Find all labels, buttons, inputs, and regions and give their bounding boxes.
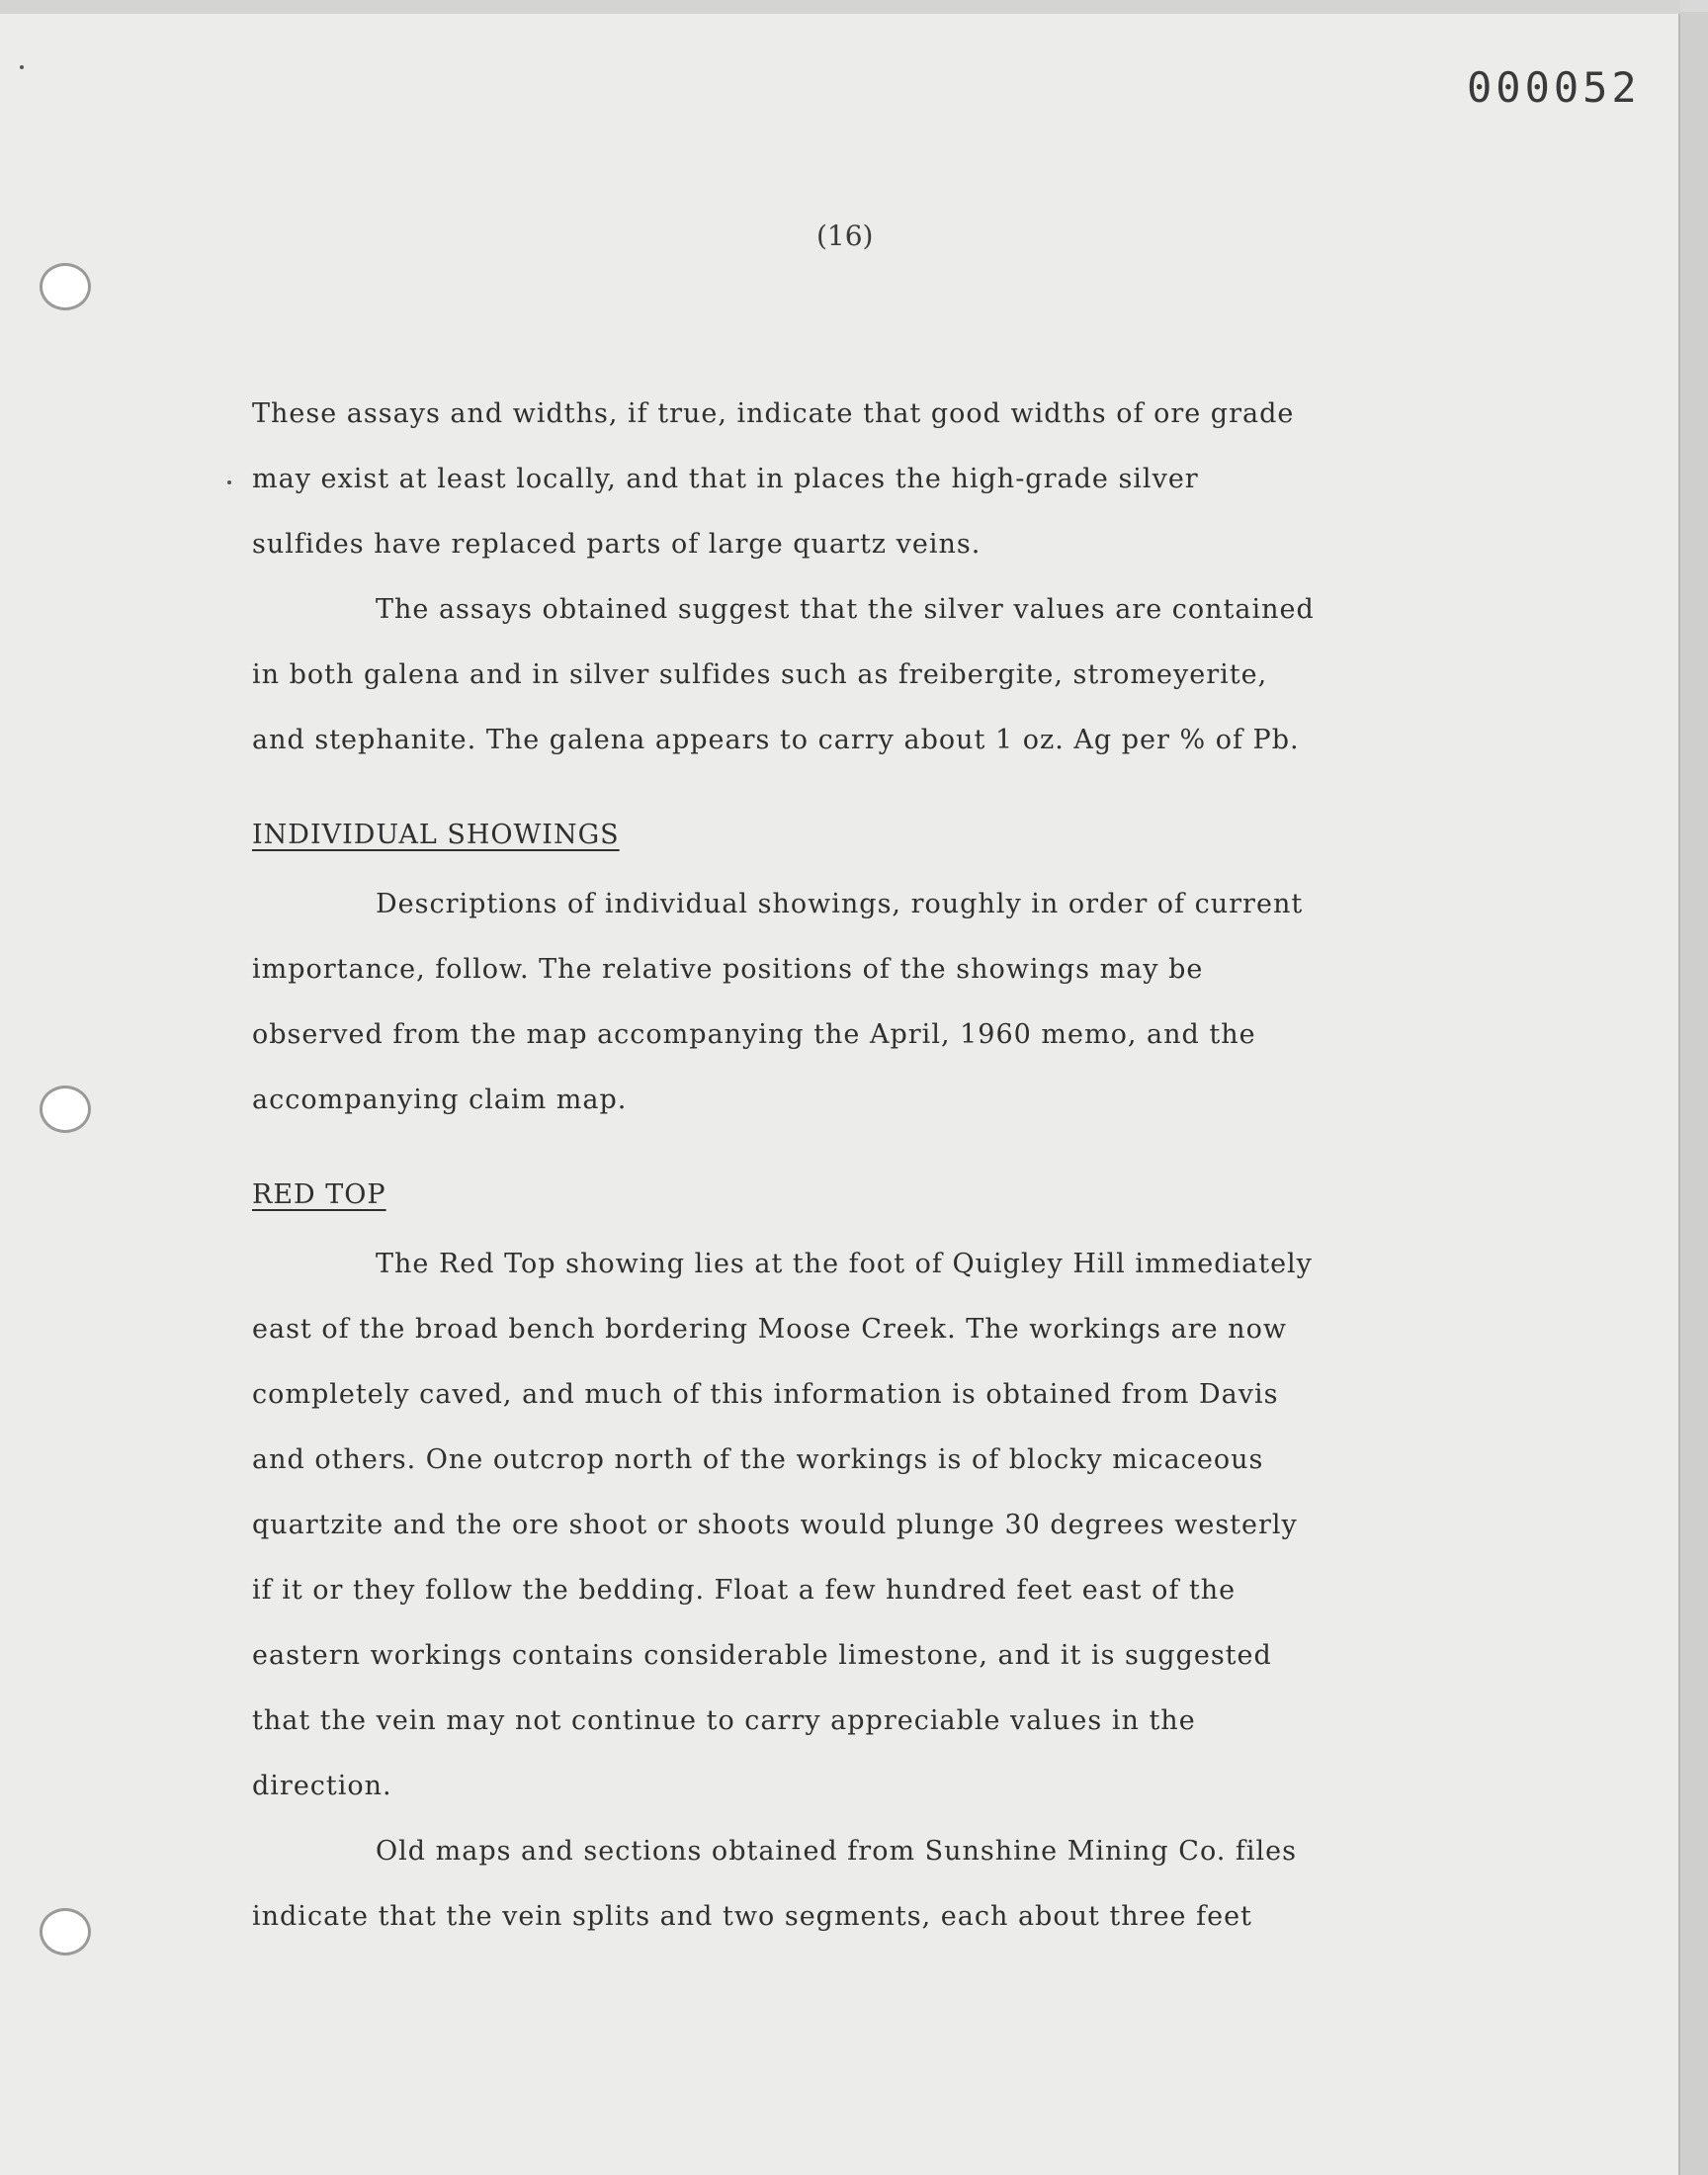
text-line: completely caved, and much of this information is obtained from Davis bbox=[252, 1379, 1279, 1410]
text-line: may exist at least locally, and that in places the high-grade silver bbox=[252, 464, 1199, 494]
text-line: Descriptions of individual showings, roughly in order of current bbox=[376, 889, 1304, 919]
text-line: The Red Top showing lies at the foot of Quigley Hill immediately bbox=[376, 1249, 1313, 1279]
section-heading-row bbox=[252, 812, 1488, 881]
paragraph bbox=[252, 881, 1488, 1142]
punch-hole-top bbox=[40, 263, 91, 310]
text-line: observed from the map accompanying the April, 1960 memo, and the bbox=[252, 1019, 1256, 1050]
text-line: quartzite and the ore shoot or shoots would plunge 30 degrees westerly bbox=[252, 1510, 1298, 1540]
text-line: that the vein may not continue to carry appreciable values in the bbox=[252, 1705, 1196, 1736]
text-line: accompanying claim map. bbox=[252, 1085, 628, 1115]
paragraph bbox=[252, 1241, 1488, 1828]
text-line: direction. bbox=[252, 1771, 392, 1801]
scan-top-strip bbox=[0, 0, 1680, 14]
text-line: and others. One outcrop north of the workings is of blocky micaceous bbox=[252, 1444, 1264, 1475]
document-body bbox=[252, 391, 1488, 1958]
text-line: and stephanite. The galena appears to carry about 1 oz. Ag per % of Pb. bbox=[252, 725, 1300, 755]
text-line: These assays and widths, if true, indicate that good widths of ore grade bbox=[252, 398, 1295, 429]
paragraph bbox=[252, 1828, 1488, 1958]
text-line: indicate that the vein splits and two segments, each about three feet bbox=[252, 1901, 1252, 1932]
text-line: sulfides have replaced parts of large quartz veins. bbox=[252, 529, 982, 560]
paragraph bbox=[252, 391, 1488, 586]
scan-speck bbox=[20, 65, 24, 69]
section-heading: RED TOP bbox=[252, 1179, 386, 1210]
text-line: eastern workings contains considerable limestone, and it is suggested bbox=[252, 1640, 1272, 1671]
section-heading-row bbox=[252, 1172, 1488, 1241]
text-line: if it or they follow the bedding. Float a few hundred feet east of the bbox=[252, 1575, 1237, 1606]
text-line: importance, follow. The relative positions of the showings may be bbox=[252, 954, 1204, 985]
punch-hole-bottom bbox=[40, 1908, 91, 1956]
page-number: (16) bbox=[816, 219, 874, 252]
text-line: in both galena and in silver sulfides such as freibergite, stromeyerite, bbox=[252, 659, 1268, 690]
bates-number: 000052 bbox=[1467, 63, 1641, 112]
punch-hole-middle bbox=[40, 1086, 91, 1133]
text-line: The assays obtained suggest that the silver values are contained bbox=[376, 594, 1315, 625]
text-line: Old maps and sections obtained from Sunshine Mining Co. files bbox=[376, 1836, 1298, 1867]
paragraph bbox=[252, 586, 1488, 782]
scan-edge-shadow bbox=[1680, 12, 1708, 2175]
section-heading: INDIVIDUAL SHOWINGS bbox=[252, 820, 620, 850]
text-line: east of the broad bench bordering Moose Creek. The workings are now bbox=[252, 1314, 1287, 1345]
scan-speck bbox=[227, 480, 231, 484]
